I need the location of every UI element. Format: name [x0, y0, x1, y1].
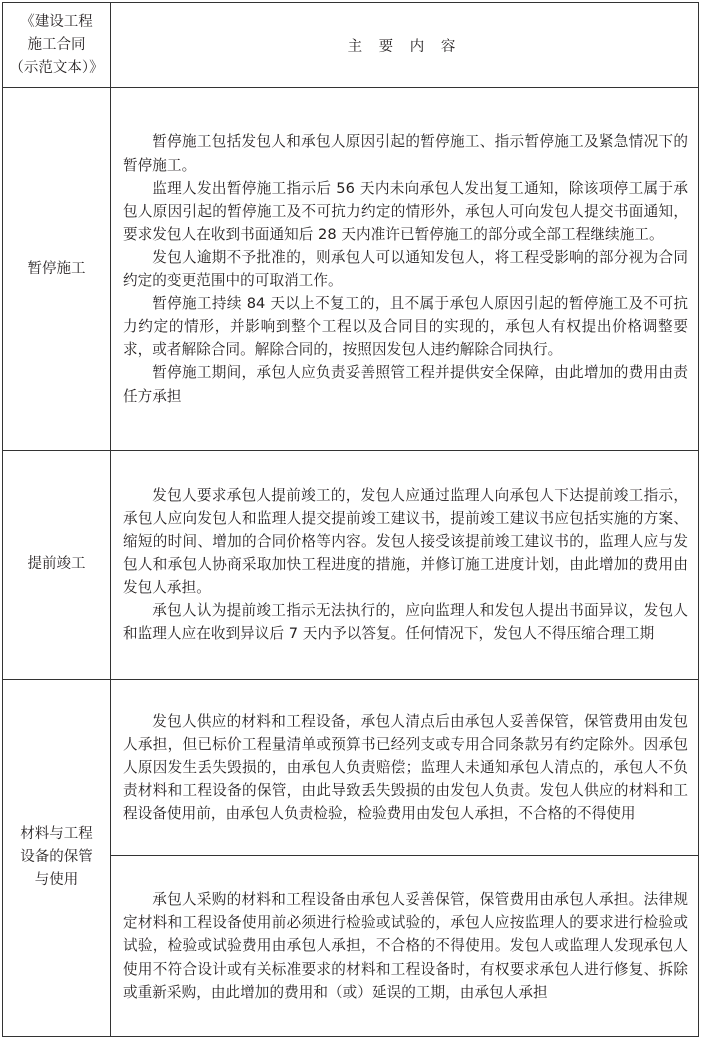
section-title-cell: [3, 450, 111, 679]
section-title: 与使用: [34, 872, 79, 889]
header-source-line: （示范文本）》: [9, 59, 104, 76]
section-title: 暂停施工: [27, 260, 86, 277]
section-title: 材料与工程: [20, 826, 93, 843]
content-paragraph: 暂停施工包括发包人和承包人原因引起的暂停施工、指示暂停施工及紧急情况下的暂停施工。: [123, 133, 688, 174]
section-row-materials: [3, 679, 699, 855]
contract-table: [2, 2, 699, 1037]
section-content-cell: [111, 88, 699, 450]
content-paragraph: 暂停施工持续 84 天以上不复工的，且不属于承包人原因引起的暂停施工及不可抗力约定的情形，并影响到整个工程以及合同目的实现的，承包人有权提出价格调整要求，或者解除合同。解除合同的，按照因发包人违约解除合同执行。: [123, 295, 688, 359]
content-paragraph: 暂停施工期间，承包人应负责妥善照管工程并提供安全保障，由此增加的费用由责任方承担: [123, 364, 688, 405]
content-paragraph: 发包人供应的材料和工程设备，承包人清点后由承包人妥善保管，保管费用由发包人承担，但已标价工程量清单或预算书已经列支或专用合同条款另有约定除外。因承包人原因发生丢失毁损的，由承包人负责赔偿；监理人未通知承包人清点的，承包人不负责材料和工程设备的保管，由此导致丢失毁损的由发包人负责。发包人供应的材料和工程设备使用前，由承包人负责检验，检验费用由发包人承担，不合格的不得使用: [123, 712, 688, 823]
content-paragraph: 监理人发出暂停施工指示后 56 天内未向承包人发出复工通知，除该项停工属于承包人原因引起的暂停施工及不可抗力约定的情形外，承包人可向发包人提交书面通知，要求发包人在收到书面通知后 28 天内准许已暂停施工的部分或全部工程继续施工。: [123, 179, 688, 243]
content-paragraph: 发包人逾期不予批准的，则承包人可以通知发包人，将工程受影响的部分视为合同约定的变更范围中的可取消工作。: [123, 248, 688, 290]
section-content-cell: [111, 450, 699, 679]
content-paragraph: 承包人采购的材料和工程设备由承包人妥善保管，保管费用由承包人承担。法律规定材料和工程设备使用前必须进行检验或试验的，承包人应按监理人的要求进行检验或试验，检验或试验费用由承包人承担，不合格的不得使用。发包人或监理人发现承包人使用不符合设计或有关标准要求的材料和工程设备时，有权要求承包人进行修复、拆除或重新采购，由此增加的费用和（或）延误的工期，由承包人承担: [123, 891, 688, 1001]
section-content-cell: [111, 679, 699, 855]
header-row: [3, 3, 699, 88]
header-source-line: 《建设工程: [20, 13, 93, 30]
header-source-cell: [3, 3, 111, 88]
content-paragraph: 承包人认为提前竣工指示无法执行的，应向监理人和发包人提出书面异议，发包人和监理人应在收到异议后 7 天内予以答复。任何情况下，发包人不得压缩合理工期: [123, 602, 688, 643]
header-source-line: 施工合同: [27, 36, 86, 53]
section-title-cell: [3, 679, 111, 1036]
section-title-cell: [3, 88, 111, 450]
section-row-suspension: [3, 88, 699, 450]
content-paragraph: 发包人要求承包人提前竣工的，发包人应通过监理人向承包人下达提前竣工指示，承包人应向发包人和监理人提交提前竣工建议书，提前竣工建议书应包括实施的方案、缩短的时间、增加的合同价格等内容。发包人接受该提前竣工建议书的，监理人应与发包人和承包人协商采取加快工程进度的措施，并修订施工进度计划，由此增加的费用由发包人承担。: [123, 486, 688, 597]
section-title: 提前竣工: [27, 556, 86, 573]
header-content-cell: 主 要 内 容: [111, 3, 699, 88]
section-content-cell: [111, 855, 699, 1036]
section-title: 设备的保管: [20, 849, 93, 866]
section-row-early-completion: [3, 450, 699, 679]
